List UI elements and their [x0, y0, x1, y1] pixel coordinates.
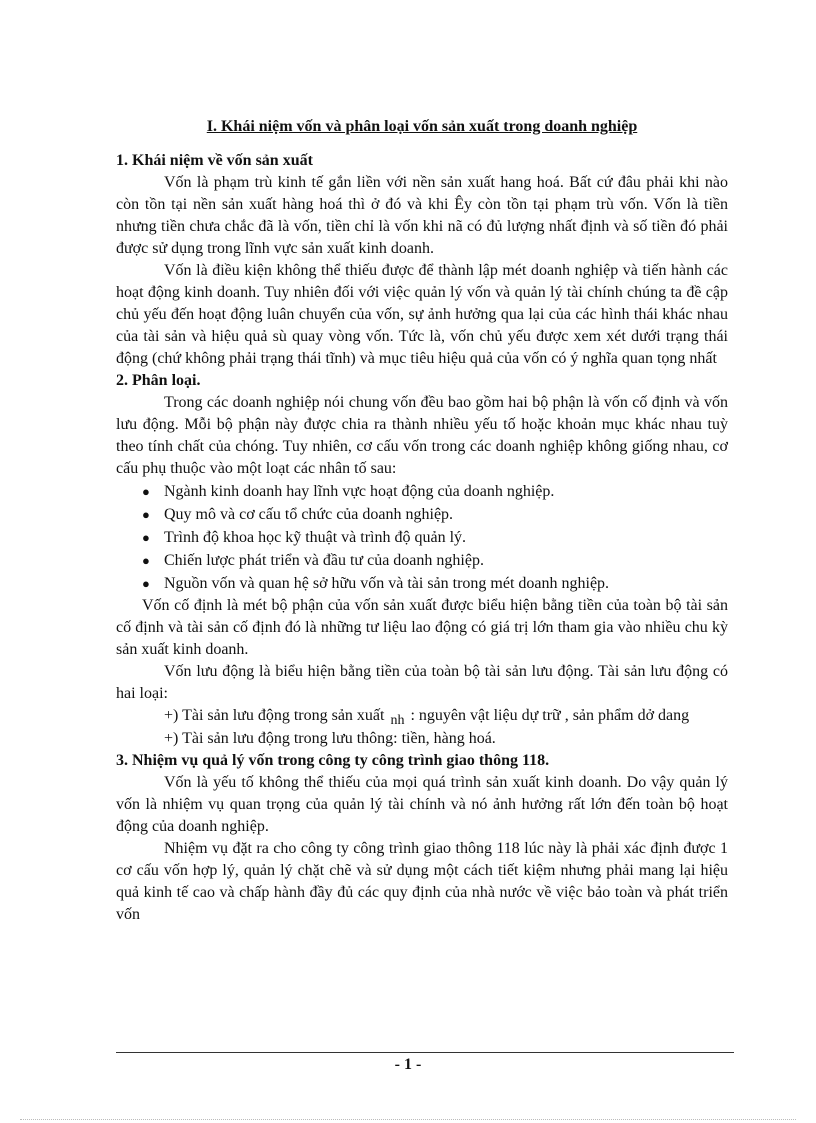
document-title: I. Khái niệm vốn và phân loại vốn sản xuất trong doanh nghiệp: [206, 118, 638, 135]
section-2-item-2: +) Tài sản lưu động trong lưu thông: tiền, hàng hoá.: [164, 730, 496, 747]
section-2-paragraph-2: Vốn cố định là mét bộ phận của vốn sản xuất được biểu hiện bằng tiền của toàn bộ tài sản cố định và tài sản cố định đó là những tư liệu lao động có giá trị lớn tham gia vào nhiều chu kỳ sản xuất kinh doanh.: [116, 597, 728, 658]
list-item: [116, 549, 728, 572]
item-1-text-a: +) Tài sản lưu động trong sản xuất: [164, 707, 385, 724]
section-2-paragraph-3: Vốn lưu động là biểu hiện bằng tiền của toàn bộ tài sản lưu động. Tài sản lưu động có hai loại:: [116, 663, 728, 702]
list-item-text: Ngành kinh doanh hay lĩnh vực hoạt động của doanh nghiệp.: [164, 483, 555, 500]
section-2-paragraph-1: Trong các doanh nghiệp nói chung vốn đều bao gồm hai bộ phận là vốn cố định và vốn lưu động. Mỗi bộ phận này được chia ra thành nhiều yếu tố hoặc khoản mục khác nhau tuỳ theo tính chất của chóng. Tuy nhiên, cơ cấu vốn trong các doanh nghiệp không giống nhau, cơ cấu phụ thuộc vào một loạt các nhân tố sau:: [116, 394, 728, 477]
list-item-text: Quy mô và cơ cấu tổ chức của doanh nghiệp.: [164, 506, 454, 523]
factor-list: [116, 480, 728, 595]
section-3-paragraph-1: Vốn là yếu tố không thể thiếu của mọi quá trình sản xuất kinh doanh. Do vậy quản lý vốn là nhiệm vụ quan trọng của quản lý tài chính và nó ảnh hưởng rất lớn đến toàn bộ hoạt động của doanh nghiệp.: [116, 774, 728, 835]
bullet-icon: ●: [142, 484, 150, 499]
page-number: - 1 -: [394, 1056, 422, 1073]
bullet-icon: ●: [142, 507, 150, 522]
bullet-icon: ●: [142, 576, 150, 591]
section-2-heading: 2. Phân loại.: [116, 372, 201, 389]
section-1-paragraph-1: Vốn là phạm trù kinh tế gắn liền với nền sản xuất hang hoá. Bất cứ đâu phải khi nào còn tồn tại nền sản xuất hàng hoá thì ở đó và khi Êy còn tồn tại phạm trù vốn. Vốn là tiền nhưng tiền chưa chắc đã là vốn, tiền chỉ là vốn khi nã có đủ lượng nhất định và số tiền đó phải được sử dụng trong lĩnh vực sản xuất kinh doanh.: [116, 174, 728, 257]
page-bottom-border: [20, 1119, 796, 1120]
page-content: [116, 116, 728, 926]
section-1-paragraph-2: Vốn là điều kiện không thể thiếu được để thành lập mét doanh nghiệp và tiến hành các hoạt động kinh doanh. Tuy nhiên đối với việc quản lý vốn và quản lý tài chính chúng ta đề cập chủ yếu đến hoạt động luân chuyển của vốn, sự ảnh hưởng qua lại của các hình thái khác nhau của tài sản và hiệu quả sù quay vòng vốn. Tức là, vốn chủ yếu được xem xét dưới trạng thái động (chứ không phải trạng thái tĩnh) và mục tiêu hiệu quả của vốn có ý nghĩa quan tọng nhất: [116, 262, 728, 367]
bullet-icon: ●: [142, 553, 150, 568]
bullet-icon: ●: [142, 530, 150, 545]
list-item: [116, 480, 728, 503]
list-item: [116, 503, 728, 526]
list-item-text: Trình độ khoa học kỹ thuật và trình độ quản lý.: [164, 529, 467, 546]
section-3-heading: 3. Nhiệm vụ quả lý vốn trong công ty công trình giao thông 118.: [116, 752, 550, 769]
section-1-heading: 1. Khái niệm về vốn sản xuất: [116, 152, 313, 169]
list-item: [116, 526, 728, 549]
section-3-paragraph-2: Nhiệm vụ đặt ra cho công ty công trình giao thông 118 lúc này là phải xác định được 1 cơ cấu vốn hợp lý, quản lý chặt chẽ và sử dụng một cách tiết kiệm nhưng phải mang lại hiệu quả kinh tế cao và chấp hành đầy đủ các quy định của nhà nước về việc bảo toàn và phát triển vốn: [116, 840, 728, 923]
list-item-text: Chiến lược phát triển và đầu tư của doanh nghiệp.: [164, 552, 484, 569]
section-2-item-1: [116, 705, 728, 728]
list-item: [116, 572, 728, 595]
list-item-text: Nguồn vốn và quan hệ sở hữu vốn và tài sản trong mét doanh nghiệp.: [164, 575, 610, 592]
item-1-subscript: nh: [390, 713, 405, 728]
item-1-text-b: : nguyên vật liệu dự trữ , sản phẩm dở dang: [410, 707, 690, 724]
footer-divider: [116, 1052, 734, 1053]
